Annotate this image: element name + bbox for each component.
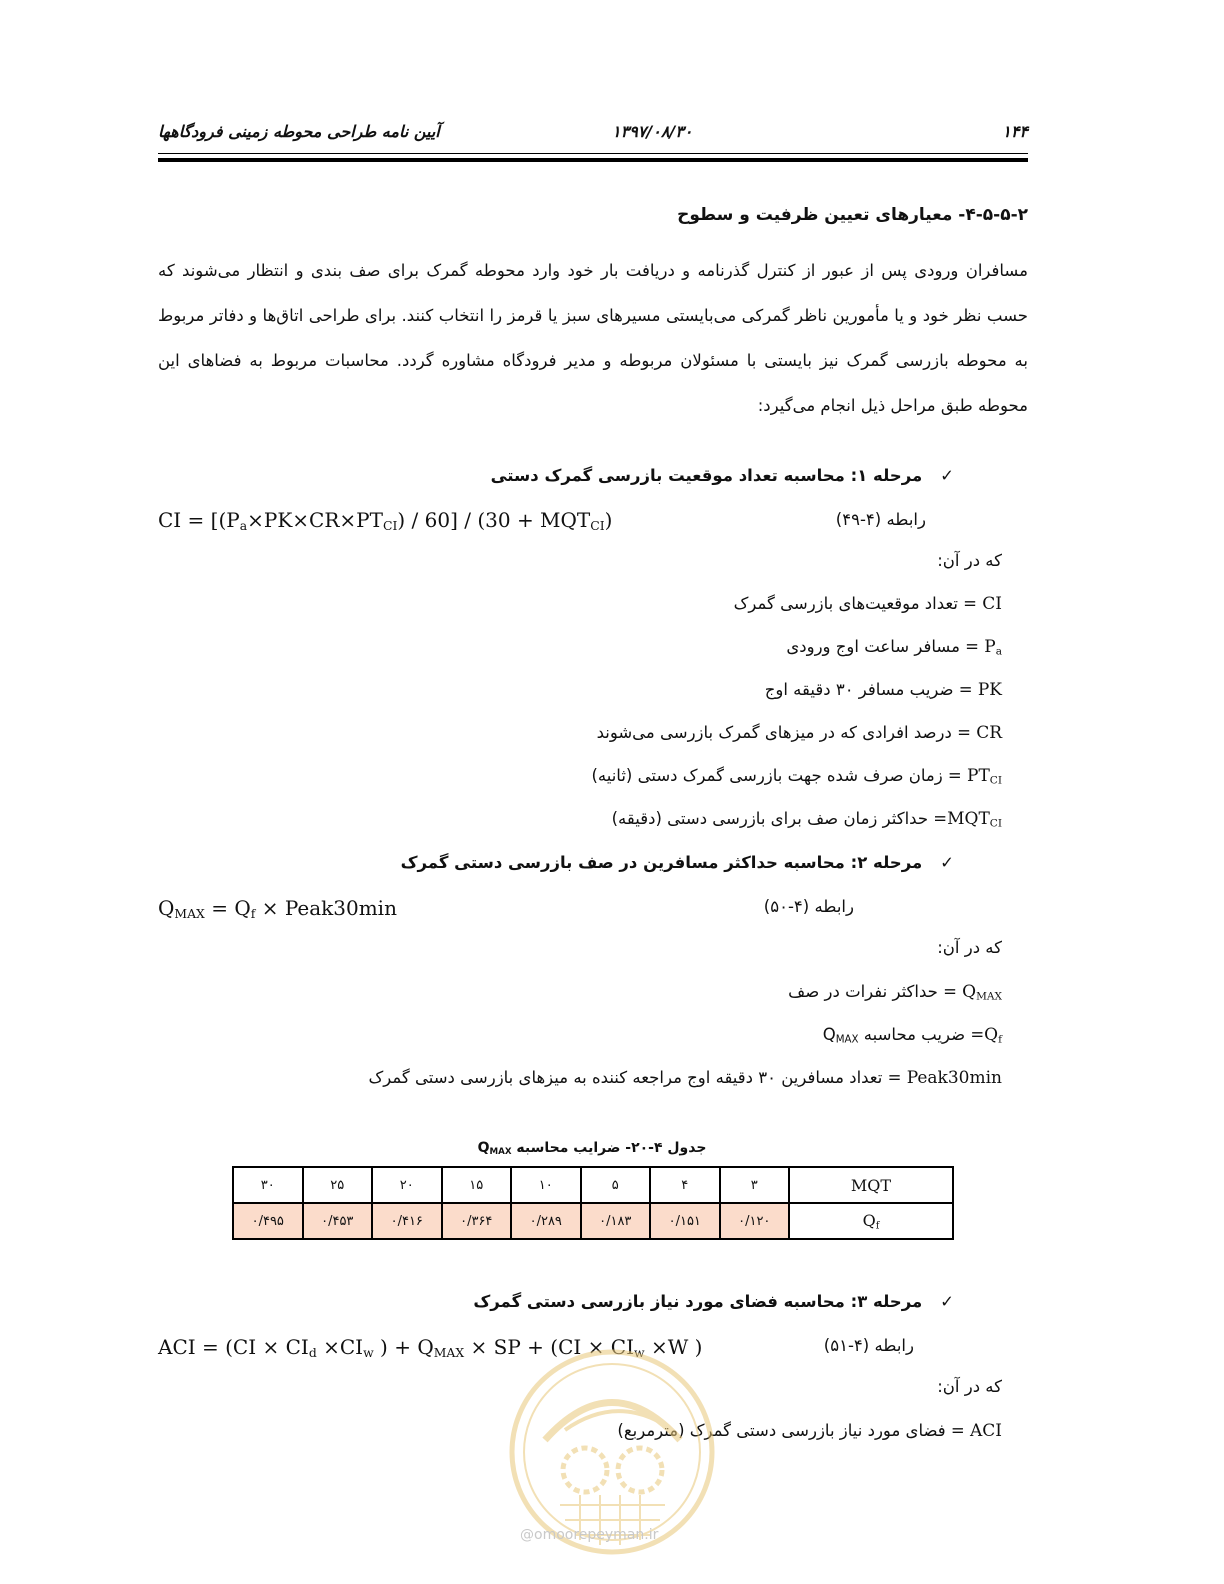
section-paragraph: مسافران ورودی پس از عبور از کنترل گذرنامه و دریافت بار خود وارد محوطه گمرک برای صف بندی و انتظار می‌شوند که حسب نظر خود و یا مأمورین ناظر گمرکی می‌بایستی مسیرهای سبز یا قرمز را انتخاب کنند. برای طراحی اتاق‌ها و دفاتر مربوط به محوطه بازرسی گمرک نیز بایستی با مسئولان مربوطه و مدیر فرودگاه مشاوره گردد. محاسبات مربوط به فضاهای این محوطه طبق مراحل ذیل انجام می‌گیرد: bbox=[158, 261, 1028, 415]
definition-item: $Q_f=$ ضریب محاسبه $Q_{MAX}$ bbox=[822, 1025, 1002, 1046]
row-header-qf: $Q_f$ bbox=[789, 1203, 953, 1239]
page-number: ۱۴۴ bbox=[1002, 122, 1028, 141]
qf-cell: ۰/۴۵۳ bbox=[303, 1203, 373, 1239]
where-label: که در آن: bbox=[937, 938, 1002, 957]
checkmark-icon: ✓ bbox=[940, 466, 954, 485]
relation-50: رابطه (۴-۵۰) bbox=[763, 897, 854, 916]
definition-item: $MQT_{CI}=$ حداکثر زمان صف برای بازرسی دستی (دقیقه) bbox=[611, 809, 1002, 830]
qf-cell: ۰/۱۲۰ bbox=[720, 1203, 790, 1239]
mqt-cell: ۵ bbox=[581, 1167, 651, 1203]
mqt-cell: ۱۵ bbox=[442, 1167, 512, 1203]
qf-cell: ۰/۴۹۵ bbox=[233, 1203, 303, 1239]
table-caption: جدول ۴-۲۰- ضرایب محاسبه $Q_{MAX}$ bbox=[477, 1140, 707, 1158]
where-label: که در آن: bbox=[937, 1377, 1002, 1396]
definition-item: Peak30min = تعداد مسافرین ۳۰ دقیقه اوج مراجعه کننده به میزهای بازرسی دستی گمرک bbox=[368, 1068, 1002, 1088]
checkmark-icon: ✓ bbox=[940, 853, 954, 872]
definition-item: PK = ضریب مسافر ۳۰ دقیقه اوج bbox=[764, 680, 1002, 700]
qmax-coefficients-table bbox=[232, 1166, 954, 1240]
row-header-mqt: MQT bbox=[789, 1167, 953, 1203]
header-book-title: آیین نامه طراحی محوطه زمینی فرودگاهها bbox=[158, 122, 440, 141]
step2-heading bbox=[401, 853, 954, 872]
qf-cell: ۰/۴۱۶ bbox=[372, 1203, 442, 1239]
formula-50: $Q_{MAX} = Q_f$ × Peak30min bbox=[158, 896, 397, 922]
mqt-cell: ۲۰ bbox=[372, 1167, 442, 1203]
definition-item: $Q_{MAX}$ = حداکثر نفرات در صف bbox=[788, 982, 1002, 1003]
definition-item: CI = تعداد موقعیت‌های بازرسی گمرک bbox=[733, 594, 1002, 614]
header-rule-thin bbox=[158, 153, 1028, 154]
checkmark-icon: ✓ bbox=[940, 1292, 954, 1311]
section-title: ۴-۵-۵-۲- معیارهای تعیین ظرفیت و سطوح bbox=[677, 205, 1028, 225]
qf-cell: ۰/۱۸۳ bbox=[581, 1203, 651, 1239]
qf-cell: ۰/۱۵۱ bbox=[650, 1203, 720, 1239]
step3-heading bbox=[473, 1292, 954, 1311]
step1-heading bbox=[491, 466, 954, 485]
step1-title: مرحله ۱: محاسبه تعداد موقعیت بازرسی گمرک دستی bbox=[490, 466, 923, 485]
relation-49: رابطه (۴-۴۹) bbox=[835, 510, 926, 529]
where-label: که در آن: bbox=[937, 551, 1002, 570]
watermark-url: @omoorepeyman.ir bbox=[520, 1527, 659, 1543]
definition-item: CR = درصد افرادی که در میزهای گمرک بازرسی می‌شوند bbox=[596, 723, 1002, 743]
definition-item: $PT_{CI}$ = زمان صرف شده جهت بازرسی گمرک دستی (ثانیه) bbox=[591, 766, 1002, 787]
header-rule-thick bbox=[158, 158, 1028, 162]
mqt-cell: ۴ bbox=[650, 1167, 720, 1203]
qf-cell: ۰/۳۶۴ bbox=[442, 1203, 512, 1239]
mqt-cell: ۱۰ bbox=[511, 1167, 581, 1203]
step2-title: مرحله ۲: محاسبه حداکثر مسافرین در صف بازرسی دستی گمرک bbox=[400, 853, 923, 872]
formula-51: ACI = ($CI \times CI_d \times CI_w$ ) + $Q_{MAX}$ × SP + ($CI \times CI_w \times W$ ) bbox=[158, 1335, 703, 1361]
relation-51: رابطه (۴-۵۱) bbox=[823, 1336, 914, 1355]
table-row bbox=[233, 1167, 953, 1203]
table-row bbox=[233, 1203, 953, 1239]
mqt-cell: ۳ bbox=[720, 1167, 790, 1203]
header-date: ۱۳۹۷/۰۸/۳۰ bbox=[612, 122, 693, 141]
formula-49: CI = $[(P_a\times PK\times CR\times PT_{CI}) / 60] / (30 + MQT_{CI})$ bbox=[158, 508, 613, 534]
qf-cell: ۰/۲۸۹ bbox=[511, 1203, 581, 1239]
mqt-cell: ۳۰ bbox=[233, 1167, 303, 1203]
definition-item: $P_a$ = مسافر ساعت اوج ورودی bbox=[786, 637, 1002, 658]
step3-title: مرحله ۳: محاسبه فضای مورد نیاز بازرسی دستی گمرک bbox=[473, 1292, 923, 1311]
mqt-cell: ۲۵ bbox=[303, 1167, 373, 1203]
definition-item: ACI = فضای مورد نیاز بازرسی دستی گمرک (مترمربع) bbox=[617, 1421, 1002, 1441]
